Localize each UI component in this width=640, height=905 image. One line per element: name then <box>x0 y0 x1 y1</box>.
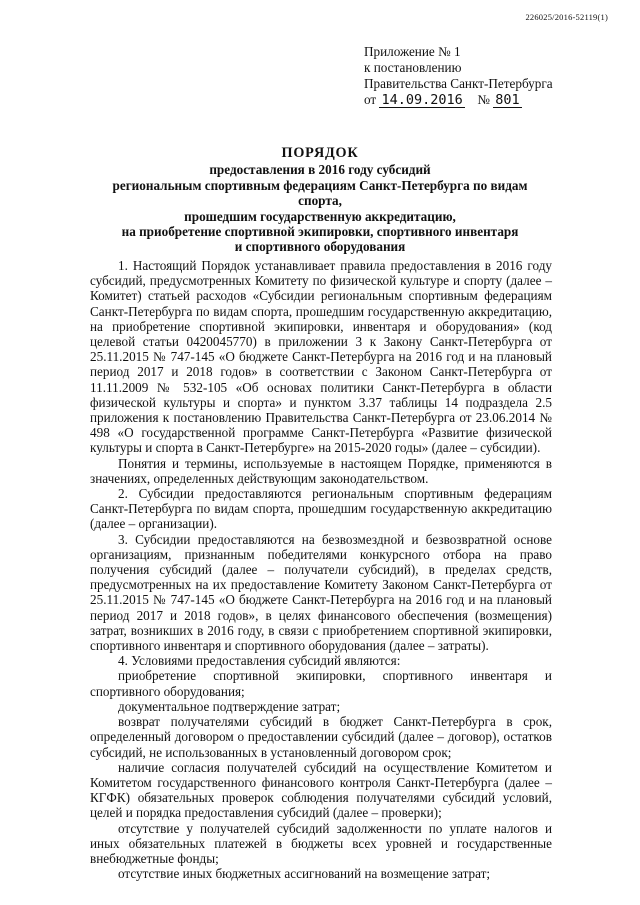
paragraph: 1. Настоящий Порядок устанавливает правила предоставления в 2016 году субсидий, предусмотренных Комитету по физической культуре и спорту (далее – Комитет) статьей расходов «Субсидии региональным спортивным федерациям Санкт-Петербурга по видам спорта, прошедшим государственную аккредитацию, на приобретение спортивной экипировки, инвентаря и оборудования» (код целевой статьи 0420045770) в приложении 3 к Закону Санкт-Петербурга от 25.11.2015 № 747-145 «О бюджете Санкт-Петербурга на 2016 год и на плановый период 2017 и 2018 годов» в соответствии с Законом Санкт-Петербурга от 11.11.2009 № 532-105 «Об основах политики Санкт-Петербурга в области физической культуры и спорта» и пунктом 3.37 таблицы 14 подраздела 2.5 приложения к постановлению Правительства Санкт-Петербурга от 23.06.2014 № 498 «О государственной программе Санкт-Петербурга «Развитие физической культуры и спорта в Санкт-Петербурге» на 2015-2020 годы» (далее – субсидии). <box>90 258 552 456</box>
number-prefix: № <box>477 92 490 107</box>
title-line: прошедшим государственную аккредитацию, <box>184 208 456 224</box>
title-line: на приобретение спортивной экипировки, спортивного инвентаря <box>121 224 519 240</box>
appendix-date-line <box>364 92 553 108</box>
appendix-block <box>364 44 553 108</box>
resolution-number: 801 <box>495 92 520 108</box>
appendix-line-3: Правительства Санкт-Петербурга <box>364 76 553 91</box>
title-line: и спортивного оборудования <box>234 239 406 255</box>
paragraph: 4. Условиями предоставления субсидий являются: <box>118 653 401 669</box>
appendix-line-1: Приложение № 1 <box>364 44 461 59</box>
appendix-line-2: к постановлению <box>364 60 462 75</box>
document-title <box>90 146 550 255</box>
paragraph: возврат получателями субсидий в бюджет Санкт-Петербурга в срок, определенный договором о предоставлении субсидий (далее – договор), остатков субсидий, не использованных в установленный договором срок; <box>90 714 552 760</box>
date-prefix: от <box>364 92 377 107</box>
paragraph: документальное подтверждение затрат; <box>118 698 341 714</box>
document-body <box>90 258 552 881</box>
document-id: 226025/2016-52119(1) <box>525 12 608 22</box>
resolution-date: 14.09.2016 <box>381 92 463 108</box>
paragraph: Понятия и термины, используемые в настоящем Порядке, применяются в значениях, определенных действующим законодательством. <box>90 455 552 486</box>
title-line: региональным спортивным федерациям Санкт-Петербурга по видам спорта, <box>112 177 528 209</box>
paragraph: приобретение спортивной экипировки, спортивного инвентаря и спортивного оборудования; <box>90 668 552 699</box>
paragraph: наличие согласия получателей субсидий на осуществление Комитетом и Комитетом государственного финансового контроля Санкт-Петербурга (далее – КГФК) обязательных проверок соблюдения получателями субсидий условий, целей и порядка предоставления субсидий (далее – проверки); <box>90 759 552 821</box>
paragraph: отсутствие у получателей субсидий задолженности по уплате налогов и иных обязательных платежей в бюджеты всех уровней и государственные внебюджетные фонды; <box>90 820 552 866</box>
paragraph: 2. Субсидии предоставляются региональным спортивным федерациям Санкт-Петербурга по видам спорта, прошедшим государственную аккредитацию (далее – организации). <box>90 486 552 532</box>
paragraph: отсутствие иных бюджетных ассигнований на возмещение затрат; <box>118 866 491 882</box>
paragraph: 3. Субсидии предоставляются на безвозмездной и безвозвратной основе организациям, признанным победителями конкурсного отбора на право получения субсидий (далее – получатели субсидий), в пределах средств, предусмотренных на их предоставление Комитету Законом Санкт-Петербурга от 25.11.2015 № 747-145 «О бюджете Санкт-Петербурга на 2016 год и на плановый период 2017 и 2018 годов», в целях финансового обеспечения (возмещения) затрат, возникших в 2016 году, в связи с приобретением спортивной экипировки, спортивного инвентаря и спортивного оборудования (далее – затраты). <box>90 531 552 654</box>
title-line: предоставления в 2016 году субсидий <box>209 162 431 178</box>
title-main: ПОРЯДОК <box>281 145 359 161</box>
